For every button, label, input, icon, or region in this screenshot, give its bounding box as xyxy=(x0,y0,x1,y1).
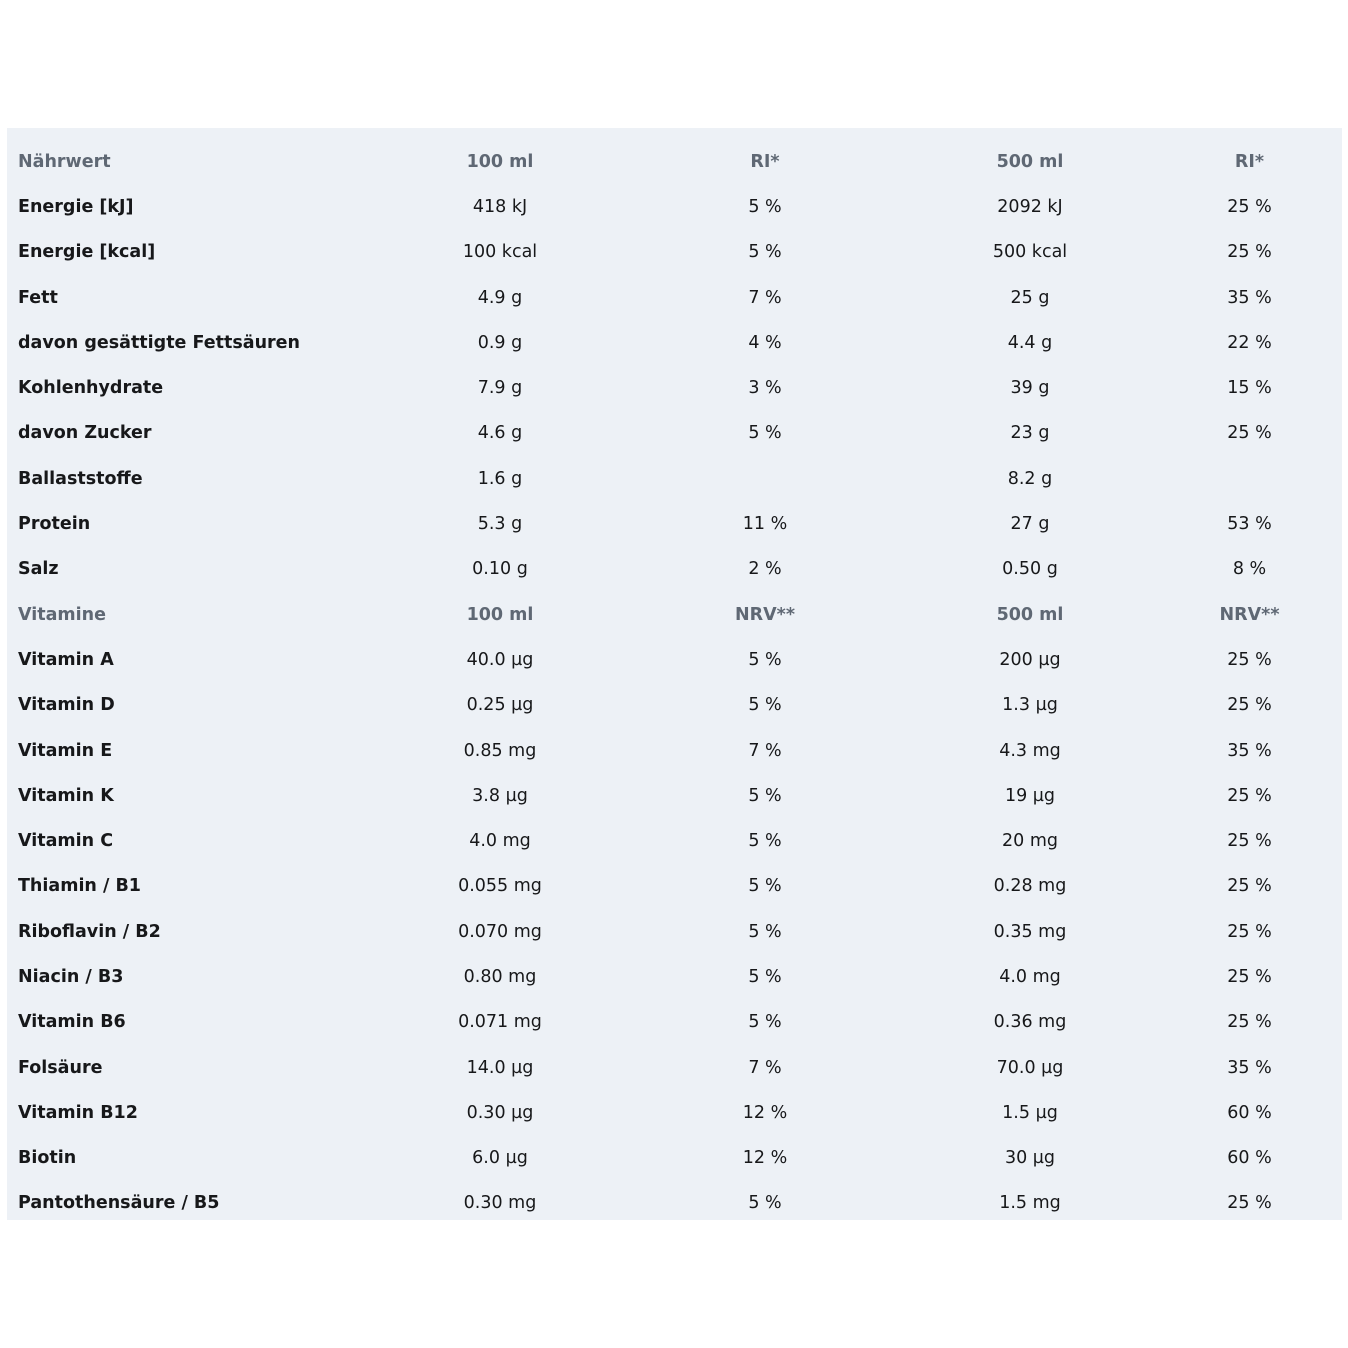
per-500ml-value: 4.3 mg xyxy=(999,740,1061,761)
nutrient-name: Vitamin C xyxy=(18,831,114,852)
section-header-row xyxy=(7,139,1342,184)
per-100ml-value: 4.9 g xyxy=(477,287,523,308)
table-row xyxy=(7,773,1342,818)
per-100ml-value: 418 kJ xyxy=(472,196,528,217)
percent-500ml xyxy=(1157,456,1342,501)
percent-500ml: 25 % xyxy=(1227,423,1272,444)
percent-100ml: 5 % xyxy=(748,921,782,942)
nutrient-name: Biotin xyxy=(18,1148,77,1169)
per-100ml-value: 6.0 µg xyxy=(472,1148,528,1169)
section-header-row xyxy=(7,592,1342,637)
per-100ml-value: 0.80 mg xyxy=(463,966,537,987)
nutrient-name: Vitamin B6 xyxy=(18,1012,126,1033)
per-100ml-value: 3.8 µg xyxy=(472,785,528,806)
nutrient-name: Energie [kcal] xyxy=(18,242,156,263)
per-500ml-value: 30 µg xyxy=(1004,1148,1056,1169)
per-500ml-value: 8.2 g xyxy=(1007,468,1053,489)
nutrition-table xyxy=(7,139,1342,1226)
per-100ml-value: 0.10 g xyxy=(472,559,528,580)
nutrient-name: Vitamin K xyxy=(18,785,114,806)
nutrient-name: Vitamin D xyxy=(18,695,115,716)
per-500ml-value: 19 µg xyxy=(1004,785,1056,806)
nutrient-name: Niacin / B3 xyxy=(18,966,124,987)
percent-100ml: 11 % xyxy=(742,514,788,535)
per-500ml-value: 20 mg xyxy=(1002,831,1058,852)
table-row xyxy=(7,184,1342,229)
percent-100ml: 5 % xyxy=(748,695,782,716)
per-500ml-value: 0.50 g xyxy=(1002,559,1058,580)
per-100ml-value: 0.071 mg xyxy=(458,1012,542,1033)
percent-100ml: 5 % xyxy=(748,649,782,670)
table-row xyxy=(7,1090,1342,1135)
per-100ml-value: 4.0 mg xyxy=(469,831,531,852)
percent-500ml: 25 % xyxy=(1227,1193,1272,1214)
percent-500ml: 25 % xyxy=(1227,831,1272,852)
per-500ml-value: 1.5 mg xyxy=(999,1193,1061,1214)
percent-100ml: 3 % xyxy=(748,378,782,399)
section-header-per-500ml-value: 500 ml xyxy=(996,604,1064,625)
section-header-percent-100ml: NRV** xyxy=(735,604,795,625)
percent-100ml: 7 % xyxy=(748,740,782,761)
table-row xyxy=(7,1136,1342,1181)
per-100ml-value: 1.6 g xyxy=(477,468,523,489)
section-header-percent-500ml: RI* xyxy=(1234,151,1265,172)
percent-500ml: 25 % xyxy=(1227,242,1272,263)
per-100ml-value: 40.0 µg xyxy=(466,649,534,670)
per-500ml-value: 0.35 mg xyxy=(993,921,1067,942)
percent-100ml: 2 % xyxy=(748,559,782,580)
percent-500ml: 25 % xyxy=(1227,966,1272,987)
per-500ml-value: 70.0 µg xyxy=(996,1057,1064,1078)
per-100ml-value: 0.070 mg xyxy=(458,921,542,942)
percent-100ml: 12 % xyxy=(742,1102,788,1123)
section-header-percent-500ml: NRV** xyxy=(1219,604,1280,625)
per-100ml-value: 0.85 mg xyxy=(463,740,537,761)
per-100ml-value: 0.30 µg xyxy=(466,1102,534,1123)
table-row xyxy=(7,1000,1342,1045)
table-row xyxy=(7,818,1342,863)
table-row xyxy=(7,683,1342,728)
nutrient-name: Energie [kJ] xyxy=(18,196,134,217)
percent-500ml: 15 % xyxy=(1227,378,1272,399)
nutrition-panel xyxy=(7,128,1342,1220)
section-header-per-100ml-value: 100 ml xyxy=(466,151,534,172)
per-100ml-value: 14.0 µg xyxy=(466,1057,534,1078)
per-500ml-value: 39 g xyxy=(1010,378,1050,399)
table-row xyxy=(7,411,1342,456)
nutrient-name: Pantothensäure / B5 xyxy=(18,1193,220,1214)
nutrient-name: Folsäure xyxy=(18,1057,103,1078)
per-500ml-value: 200 µg xyxy=(999,649,1061,670)
per-500ml-value: 4.0 mg xyxy=(999,966,1061,987)
nutrient-name: Vitamin E xyxy=(18,740,113,761)
percent-500ml: 8 % xyxy=(1232,559,1267,580)
percent-100ml: 4 % xyxy=(748,332,782,353)
section-header-per-100ml-value: 100 ml xyxy=(466,604,534,625)
percent-100ml: 12 % xyxy=(742,1148,788,1169)
table-row xyxy=(7,501,1342,546)
table-row xyxy=(7,909,1342,954)
percent-100ml: 5 % xyxy=(748,785,782,806)
per-100ml-value: 0.055 mg xyxy=(458,876,542,897)
table-row xyxy=(7,637,1342,682)
per-100ml-value: 100 kcal xyxy=(462,242,538,263)
percent-500ml: 60 % xyxy=(1227,1102,1272,1123)
percent-500ml: 53 % xyxy=(1227,514,1272,535)
nutrition-table-body xyxy=(7,139,1342,1226)
table-row xyxy=(7,230,1342,275)
per-500ml-value: 25 g xyxy=(1010,287,1050,308)
nutrient-name: davon Zucker xyxy=(18,423,152,444)
table-row xyxy=(7,456,1342,501)
percent-500ml: 25 % xyxy=(1227,649,1272,670)
percent-100ml: 5 % xyxy=(748,1012,782,1033)
nutrient-name: Ballaststoffe xyxy=(18,468,143,489)
table-row xyxy=(7,365,1342,410)
per-100ml-value: 5.3 g xyxy=(477,514,523,535)
percent-500ml: 35 % xyxy=(1227,287,1272,308)
per-100ml-value: 0.30 mg xyxy=(463,1193,537,1214)
section-header-nutrient-name: Vitamine xyxy=(18,604,106,625)
percent-500ml: 25 % xyxy=(1227,876,1272,897)
percent-500ml: 25 % xyxy=(1227,785,1272,806)
percent-500ml: 25 % xyxy=(1227,196,1272,217)
percent-100ml: 5 % xyxy=(748,831,782,852)
nutrient-name: Fett xyxy=(18,287,58,308)
table-row xyxy=(7,320,1342,365)
percent-500ml: 60 % xyxy=(1227,1148,1272,1169)
percent-500ml: 25 % xyxy=(1227,921,1272,942)
per-500ml-value: 0.28 mg xyxy=(993,876,1067,897)
table-row xyxy=(7,954,1342,999)
percent-500ml: 25 % xyxy=(1227,695,1272,716)
table-row xyxy=(7,275,1342,320)
per-500ml-value: 1.3 µg xyxy=(1002,695,1058,716)
table-row xyxy=(7,1181,1342,1226)
section-header-percent-100ml: RI* xyxy=(750,151,780,172)
nutrient-name: Kohlenhydrate xyxy=(18,378,164,399)
percent-100ml: 5 % xyxy=(748,966,782,987)
percent-100ml: 5 % xyxy=(748,242,782,263)
per-500ml-value: 500 kcal xyxy=(992,242,1068,263)
nutrient-name: davon gesättigte Fettsäuren xyxy=(18,332,301,353)
per-100ml-value: 0.25 µg xyxy=(466,695,534,716)
per-100ml-value: 4.6 g xyxy=(477,423,523,444)
per-500ml-value: 0.36 mg xyxy=(993,1012,1067,1033)
table-row xyxy=(7,1045,1342,1090)
table-row xyxy=(7,864,1342,909)
percent-100ml: 5 % xyxy=(748,196,782,217)
nutrient-name: Thiamin / B1 xyxy=(18,876,141,897)
per-100ml-value: 0.9 g xyxy=(477,332,523,353)
nutrient-name: Vitamin B12 xyxy=(18,1102,138,1123)
nutrient-name: Salz xyxy=(18,559,59,580)
percent-500ml: 25 % xyxy=(1227,1012,1272,1033)
per-100ml-value: 7.9 g xyxy=(477,378,523,399)
table-row xyxy=(7,728,1342,773)
nutrient-name: Riboflavin / B2 xyxy=(18,921,161,942)
percent-100ml: 5 % xyxy=(748,876,782,897)
nutrient-name: Protein xyxy=(18,514,91,535)
section-header-per-500ml-value: 500 ml xyxy=(996,151,1064,172)
percent-100ml xyxy=(627,456,903,501)
percent-500ml: 22 % xyxy=(1227,332,1272,353)
percent-500ml: 35 % xyxy=(1227,740,1272,761)
per-500ml-value: 4.4 g xyxy=(1007,332,1053,353)
percent-100ml: 7 % xyxy=(748,1057,782,1078)
per-500ml-value: 23 g xyxy=(1010,423,1050,444)
per-500ml-value: 1.5 µg xyxy=(1002,1102,1058,1123)
nutrient-name: Vitamin A xyxy=(18,649,114,670)
percent-500ml: 35 % xyxy=(1227,1057,1272,1078)
table-row xyxy=(7,547,1342,592)
percent-100ml: 7 % xyxy=(748,287,782,308)
per-500ml-value: 27 g xyxy=(1010,514,1050,535)
percent-100ml: 5 % xyxy=(748,1193,782,1214)
per-500ml-value: 2092 kJ xyxy=(997,196,1063,217)
percent-100ml: 5 % xyxy=(748,423,782,444)
section-header-nutrient-name: Nährwert xyxy=(18,151,111,172)
